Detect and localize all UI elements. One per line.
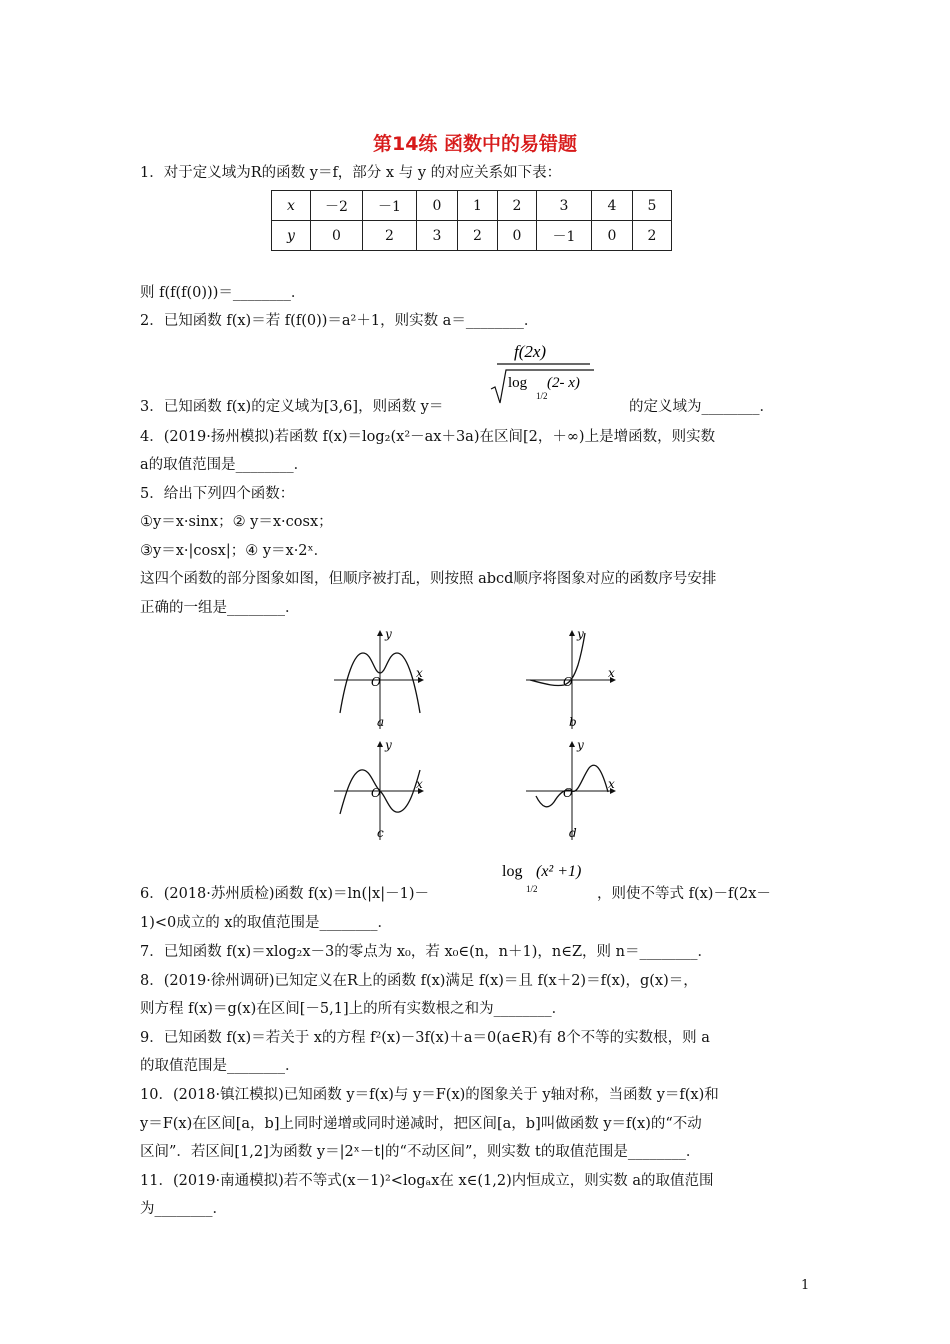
page-title: 第14练 函数中的易错题 bbox=[372, 133, 578, 155]
q6-line1-right: ，则使不等式 f(x)－f(2x－ bbox=[597, 886, 771, 902]
graph-b-caption: b bbox=[569, 715, 577, 729]
graph-c-y-label: y bbox=[385, 738, 392, 752]
q6-line2: 1)<0成立的 x的取值范围是________． bbox=[140, 915, 393, 931]
graph-d-x-label: x bbox=[608, 777, 615, 791]
table-row-x bbox=[272, 191, 672, 221]
q6-formula-log: log bbox=[502, 863, 523, 880]
q9-line2: 的取值范围是________． bbox=[140, 1058, 300, 1074]
table-cell: 2 bbox=[633, 221, 672, 251]
q5-question-line1: 这四个函数的部分图象如图，但顺序被打乱，则按照 abcd顺序将图象对应的函数序号安排 bbox=[140, 571, 717, 587]
table-header-x: x bbox=[272, 191, 311, 221]
table-cell: 1 bbox=[458, 191, 498, 221]
table-cell: －1 bbox=[363, 191, 417, 221]
q6-formula bbox=[500, 852, 612, 900]
table-cell: 0 bbox=[498, 221, 537, 251]
q10-line1: 10．(2018·镇江模拟)已知函数 y＝f(x)与 y＝F(x)的图象关于 y轴对称，当函数 y＝f(x)和 bbox=[140, 1087, 719, 1103]
graph-d-origin: O bbox=[563, 786, 573, 800]
graph-d-caption: d bbox=[569, 826, 577, 840]
q5-functions-line2: ③y＝x·|cosx|；④ y＝x·2ˣ． bbox=[140, 543, 329, 559]
table-cell: 0 bbox=[417, 191, 458, 221]
graph-b bbox=[522, 625, 622, 733]
q9-line1: 9．已知函数 f(x)＝若关于 x的方程 f²(x)－3f(x)＋a＝0(a∈R)有 8个不等的实数根，则 a bbox=[140, 1030, 710, 1046]
q3-formula-base: 1/2 bbox=[536, 391, 548, 401]
q5-intro: 5．给出下列四个函数： bbox=[140, 486, 295, 502]
q4-line1: 4．(2019·扬州模拟)若函数 f(x)＝log₂(x²－ax＋3a)在区间[2，＋∞)上是增函数，则实数 bbox=[140, 429, 716, 445]
graph-b-x-label: x bbox=[608, 666, 615, 680]
table-header-y: y bbox=[272, 221, 311, 251]
graph-c-x-label: x bbox=[416, 777, 423, 791]
q4-line2: a的取值范围是________． bbox=[140, 457, 309, 473]
table-cell: 2 bbox=[458, 221, 498, 251]
q11-line1: 11．(2019·南通模拟)若不等式(x－1)²<logₐx在 x∈(1,2)内恒成立，则实数 a的取值范围 bbox=[140, 1173, 714, 1189]
graph-a-x-label: x bbox=[416, 666, 423, 680]
graph-a-caption: a bbox=[377, 715, 385, 729]
q3-formula-numerator: f(2x) bbox=[514, 342, 547, 361]
graph-c-origin: O bbox=[371, 786, 381, 800]
graph-b-y-label: y bbox=[577, 627, 584, 641]
graph-a-origin: O bbox=[371, 675, 381, 689]
q8-line1: 8．(2019·徐州调研)已知定义在R上的函数 f(x)满足 f(x)＝且 f(x＋2)＝f(x)，g(x)＝， bbox=[140, 973, 698, 989]
q6-line1-left: 6．(2018·苏州质检)函数 f(x)＝ln(|x|－1)－ bbox=[140, 886, 429, 902]
table-cell: 0 bbox=[592, 221, 633, 251]
graph-a bbox=[330, 625, 430, 733]
table-cell: 3 bbox=[417, 221, 458, 251]
graph-c-caption: c bbox=[377, 826, 384, 840]
q3-formula-log: log bbox=[508, 375, 528, 391]
table-row-y bbox=[272, 221, 672, 251]
graph-d-y-label: y bbox=[577, 738, 584, 752]
q1-text: 1．对于定义域为R的函数 y＝f，部分 x 与 y 的对应关系如下表： bbox=[140, 165, 562, 181]
q3-text-left: 3．已知函数 f(x)的定义域为[3,6]，则函数 y＝ bbox=[140, 399, 444, 415]
q8-line2: 则方程 f(x)＝g(x)在区间[－5,1]上的所有实数根之和为________． bbox=[140, 1001, 567, 1017]
q6-formula-base: 1/2 bbox=[526, 884, 538, 894]
graph-c bbox=[330, 736, 430, 844]
table-cell: 2 bbox=[498, 191, 537, 221]
graph-a-y-label: y bbox=[385, 627, 392, 641]
table-cell: 5 bbox=[633, 191, 672, 221]
graph-d bbox=[522, 736, 622, 844]
q2-text: 2．已知函数 f(x)＝若 f(f(0))＝a²＋1，则实数 a＝________． bbox=[140, 313, 539, 329]
q3-formula bbox=[490, 337, 602, 409]
q6-formula-argument: (x² +1) bbox=[536, 863, 582, 880]
page-number: 1 bbox=[801, 1278, 810, 1293]
table-cell: －1 bbox=[537, 221, 592, 251]
table-cell: 3 bbox=[537, 191, 592, 221]
table-cell: 0 bbox=[311, 221, 363, 251]
q3-formula-argument: (2- x) bbox=[547, 375, 580, 391]
q10-line2: y＝F(x)在区间[a，b]上同时递增或同时递减时，把区间[a，b]叫做函数 y＝f(x)的“不动 bbox=[140, 1116, 702, 1132]
q11-line2: 为________． bbox=[140, 1201, 227, 1217]
q3-text-right: 的定义域为________． bbox=[629, 399, 774, 415]
value-table bbox=[271, 190, 672, 251]
table-cell: 2 bbox=[363, 221, 417, 251]
q5-question-line2: 正确的一组是________． bbox=[140, 600, 300, 616]
table-cell: －2 bbox=[311, 191, 363, 221]
q7-text: 7．已知函数 f(x)＝xlog₂x－3的零点为 x₀，若 x₀∈(n，n＋1)，n∈Z，则 n＝________． bbox=[140, 944, 712, 960]
table-cell: 4 bbox=[592, 191, 633, 221]
q10-line3: 区间”．若区间[1,2]为函数 y＝|2ˣ－t|的“不动区间”，则实数 t的取值范围是________． bbox=[140, 1144, 701, 1160]
q1-answer-line: 则 f(f(f(0)))＝________． bbox=[140, 285, 306, 301]
graph-b-origin: O bbox=[563, 675, 573, 689]
q5-functions-line1: ①y＝x·sinx；② y＝x·cosx； bbox=[140, 514, 333, 530]
